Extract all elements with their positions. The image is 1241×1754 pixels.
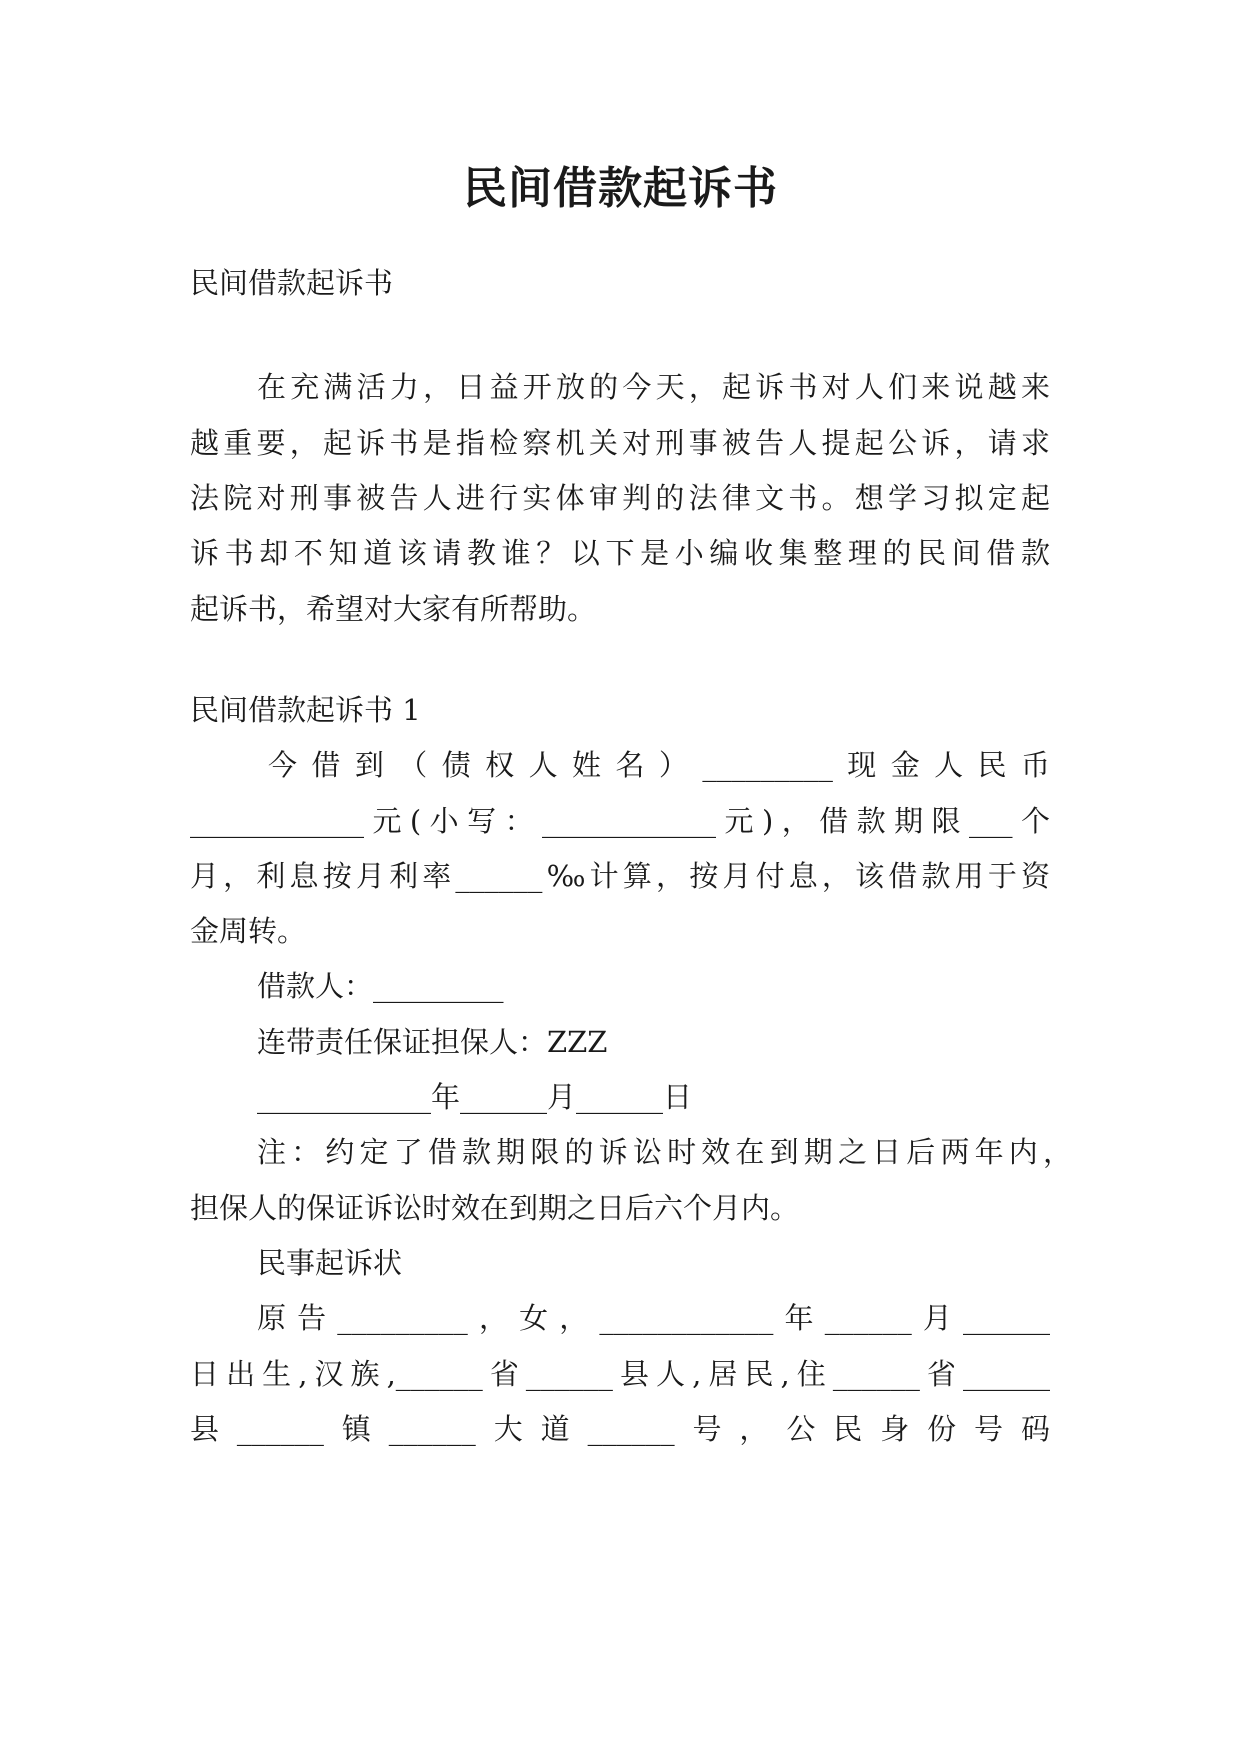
- plaintiff-line: 县______镇______大道______号，公民身份号码: [190, 1412, 1050, 1446]
- iou-line: 今借到（债权人姓名）_________现金人民币: [268, 748, 1050, 782]
- document-heading: 民间借款起诉书: [190, 266, 394, 300]
- iou-line: 金周转。: [190, 914, 307, 948]
- note-line: 担保人的保证诉讼时效在到期之日后六个月内。: [190, 1191, 800, 1225]
- note-line: 注：约定了借款期限的诉讼时效在到期之日后两年内，: [257, 1135, 1072, 1169]
- plaintiff-line: 日出生,汉族,______省______县人,居民,住______省______: [190, 1357, 1050, 1391]
- iou-line: 月，利息按月利率______‰计算，按月付息，该借款用于资: [190, 859, 1050, 893]
- intro-line: 起诉书，希望对大家有所帮助。: [190, 592, 597, 626]
- guarantor-line: 连带责任保证担保人：ZZZ: [257, 1025, 608, 1059]
- intro-line: 越重要，起诉书是指检察机关对刑事被告人提起公诉，请求: [190, 426, 1050, 460]
- date-line: ____________年______月______日: [257, 1080, 693, 1114]
- plaintiff-line: 原告_________，女，____________年______月______: [257, 1301, 1050, 1335]
- intro-line: 在充满活力，日益开放的今天，起诉书对人们来说越来: [257, 370, 1050, 404]
- iou-line: ____________元(小写：____________元)，借款期限___个: [190, 804, 1050, 838]
- complaint-heading: 民事起诉状: [257, 1246, 403, 1280]
- document-title: 民间借款起诉书: [463, 163, 778, 214]
- intro-line: 法院对刑事被告人进行实体审判的法律文书。想学习拟定起: [190, 481, 1050, 515]
- section-heading: 民间借款起诉书 1: [190, 693, 421, 727]
- intro-line: 诉书却不知道该请教谁？以下是小编收集整理的民间借款: [190, 536, 1050, 570]
- borrower-line: 借款人：_________: [257, 969, 504, 1003]
